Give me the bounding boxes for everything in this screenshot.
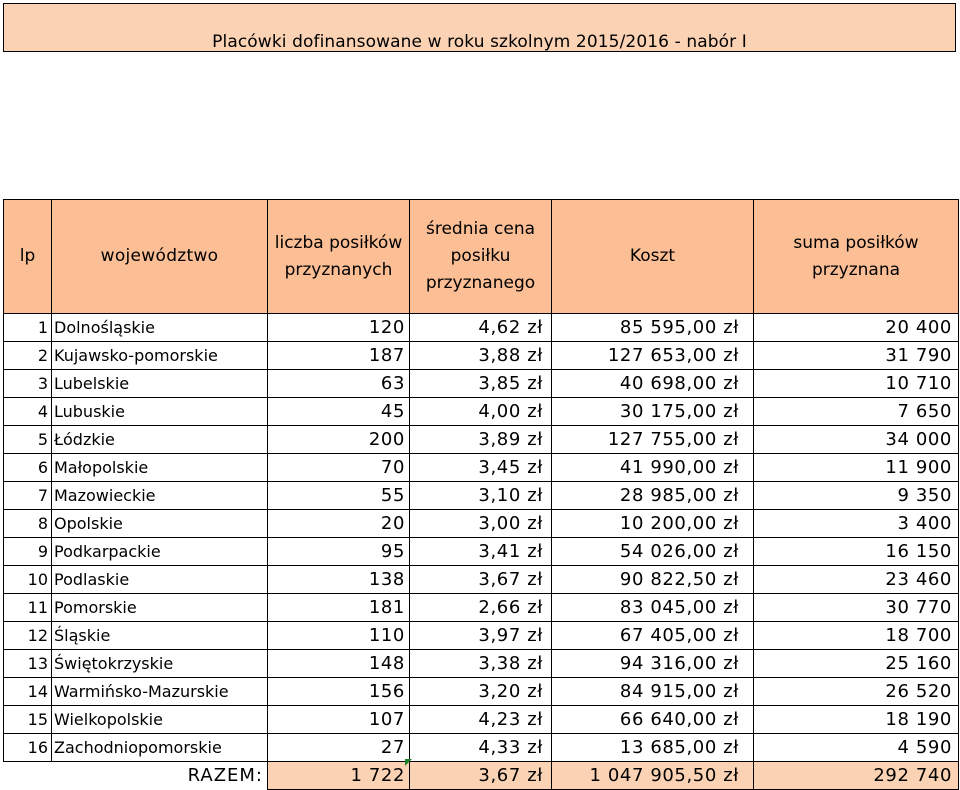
header-srednia: średnia cena posiłku przyznanego — [410, 200, 552, 314]
table-row — [4, 398, 959, 426]
row-suma: 10 710 — [754, 370, 959, 398]
row-cena: 4,33 zł — [410, 734, 552, 762]
data-table — [3, 199, 959, 790]
row-cena: 3,00 zł — [410, 510, 552, 538]
sheet-title: Placówki dofinansowane w roku szkolnym 2015/2016 - nabór I — [212, 32, 747, 52]
row-koszt: 41 990,00 zł — [552, 454, 754, 482]
row-wojewodztwo: Zachodniopomorskie — [52, 734, 268, 762]
row-lp: 2 — [4, 342, 52, 370]
row-cena: 3,45 zł — [410, 454, 552, 482]
row-suma: 11 900 — [754, 454, 959, 482]
row-cena: 3,38 zł — [410, 650, 552, 678]
total-cena: 3,67 zł — [410, 762, 552, 790]
row-wojewodztwo: Opolskie — [52, 510, 268, 538]
row-lp: 3 — [4, 370, 52, 398]
row-cena: 2,66 zł — [410, 594, 552, 622]
row-koszt: 54 026,00 zł — [552, 538, 754, 566]
row-cena: 3,88 zł — [410, 342, 552, 370]
row-wojewodztwo: Pomorskie — [52, 594, 268, 622]
total-koszt: 1 047 905,50 zł — [552, 762, 754, 790]
row-koszt: 127 755,00 zł — [552, 426, 754, 454]
total-label: RAZEM: — [4, 762, 268, 790]
header-lp: lp — [4, 200, 52, 314]
row-suma: 7 650 — [754, 398, 959, 426]
table-row — [4, 510, 959, 538]
table-row — [4, 454, 959, 482]
row-liczba: 156 — [268, 678, 410, 706]
row-koszt: 90 822,50 zł — [552, 566, 754, 594]
row-suma: 25 160 — [754, 650, 959, 678]
row-cena: 3,89 zł — [410, 426, 552, 454]
table-row — [4, 342, 959, 370]
cell-comment-marker-icon — [405, 759, 412, 766]
total-suma: 292 740 — [754, 762, 959, 790]
row-koszt: 10 200,00 zł — [552, 510, 754, 538]
header-suma: suma posiłków przyznana — [754, 200, 959, 314]
row-koszt: 94 316,00 zł — [552, 650, 754, 678]
row-lp: 7 — [4, 482, 52, 510]
row-wojewodztwo: Łódzkie — [52, 426, 268, 454]
header-wojewodztwo: województwo — [52, 200, 268, 314]
row-lp: 15 — [4, 706, 52, 734]
row-koszt: 30 175,00 zł — [552, 398, 754, 426]
row-wojewodztwo: Podlaskie — [52, 566, 268, 594]
row-suma: 26 520 — [754, 678, 959, 706]
row-koszt: 28 985,00 zł — [552, 482, 754, 510]
row-lp: 16 — [4, 734, 52, 762]
row-liczba: 63 — [268, 370, 410, 398]
table-row — [4, 734, 959, 762]
row-suma: 20 400 — [754, 314, 959, 342]
row-suma: 30 770 — [754, 594, 959, 622]
row-cena: 3,41 zł — [410, 538, 552, 566]
row-lp: 1 — [4, 314, 52, 342]
row-liczba: 110 — [268, 622, 410, 650]
row-wojewodztwo: Warmińsko-Mazurskie — [52, 678, 268, 706]
row-wojewodztwo: Śląskie — [52, 622, 268, 650]
row-koszt: 84 915,00 zł — [552, 678, 754, 706]
row-liczba: 148 — [268, 650, 410, 678]
row-cena: 3,97 zł — [410, 622, 552, 650]
row-liczba: 27 — [268, 734, 410, 762]
row-wojewodztwo: Mazowieckie — [52, 482, 268, 510]
row-cena: 3,10 zł — [410, 482, 552, 510]
row-koszt: 83 045,00 zł — [552, 594, 754, 622]
table-row — [4, 678, 959, 706]
row-koszt: 40 698,00 zł — [552, 370, 754, 398]
row-wojewodztwo: Kujawsko-pomorskie — [52, 342, 268, 370]
row-suma: 16 150 — [754, 538, 959, 566]
row-wojewodztwo: Lubelskie — [52, 370, 268, 398]
row-liczba: 138 — [268, 566, 410, 594]
row-liczba: 200 — [268, 426, 410, 454]
row-suma: 34 000 — [754, 426, 959, 454]
table-row — [4, 314, 959, 342]
total-row — [4, 762, 959, 790]
row-wojewodztwo: Dolnośląskie — [52, 314, 268, 342]
row-liczba: 55 — [268, 482, 410, 510]
table-row — [4, 370, 959, 398]
table-row — [4, 594, 959, 622]
row-suma: 3 400 — [754, 510, 959, 538]
row-lp: 10 — [4, 566, 52, 594]
row-lp: 5 — [4, 426, 52, 454]
title-box — [3, 3, 956, 52]
row-lp: 6 — [4, 454, 52, 482]
row-wojewodztwo: Wielkopolskie — [52, 706, 268, 734]
row-cena: 3,85 zł — [410, 370, 552, 398]
row-liczba: 45 — [268, 398, 410, 426]
row-cena: 4,00 zł — [410, 398, 552, 426]
row-cena: 4,62 zł — [410, 314, 552, 342]
row-liczba: 20 — [268, 510, 410, 538]
table-row — [4, 566, 959, 594]
row-cena: 4,23 zł — [410, 706, 552, 734]
table-row — [4, 622, 959, 650]
row-suma: 23 460 — [754, 566, 959, 594]
table-row — [4, 482, 959, 510]
row-koszt: 67 405,00 zł — [552, 622, 754, 650]
row-lp: 8 — [4, 510, 52, 538]
row-liczba: 181 — [268, 594, 410, 622]
row-wojewodztwo: Świętokrzyskie — [52, 650, 268, 678]
row-koszt: 85 595,00 zł — [552, 314, 754, 342]
header-koszt: Koszt — [552, 200, 754, 314]
row-liczba: 187 — [268, 342, 410, 370]
table-row — [4, 538, 959, 566]
row-cena: 3,67 zł — [410, 566, 552, 594]
row-lp: 13 — [4, 650, 52, 678]
row-koszt: 13 685,00 zł — [552, 734, 754, 762]
row-koszt: 66 640,00 zł — [552, 706, 754, 734]
table-row — [4, 426, 959, 454]
row-suma: 18 190 — [754, 706, 959, 734]
row-suma: 9 350 — [754, 482, 959, 510]
row-lp: 9 — [4, 538, 52, 566]
row-cena: 3,20 zł — [410, 678, 552, 706]
row-liczba: 70 — [268, 454, 410, 482]
table-row — [4, 706, 959, 734]
row-suma: 4 590 — [754, 734, 959, 762]
row-lp: 11 — [4, 594, 52, 622]
row-wojewodztwo: Lubuskie — [52, 398, 268, 426]
header-row — [4, 200, 959, 314]
row-wojewodztwo: Małopolskie — [52, 454, 268, 482]
row-wojewodztwo: Podkarpackie — [52, 538, 268, 566]
header-liczba: liczba posiłków przyznanych — [268, 200, 410, 314]
row-suma: 18 700 — [754, 622, 959, 650]
total-liczba: 1 722 — [268, 762, 410, 790]
row-suma: 31 790 — [754, 342, 959, 370]
row-lp: 12 — [4, 622, 52, 650]
row-lp: 4 — [4, 398, 52, 426]
row-liczba: 120 — [268, 314, 410, 342]
row-liczba: 95 — [268, 538, 410, 566]
row-liczba: 107 — [268, 706, 410, 734]
table-row — [4, 650, 959, 678]
row-koszt: 127 653,00 zł — [552, 342, 754, 370]
row-lp: 14 — [4, 678, 52, 706]
